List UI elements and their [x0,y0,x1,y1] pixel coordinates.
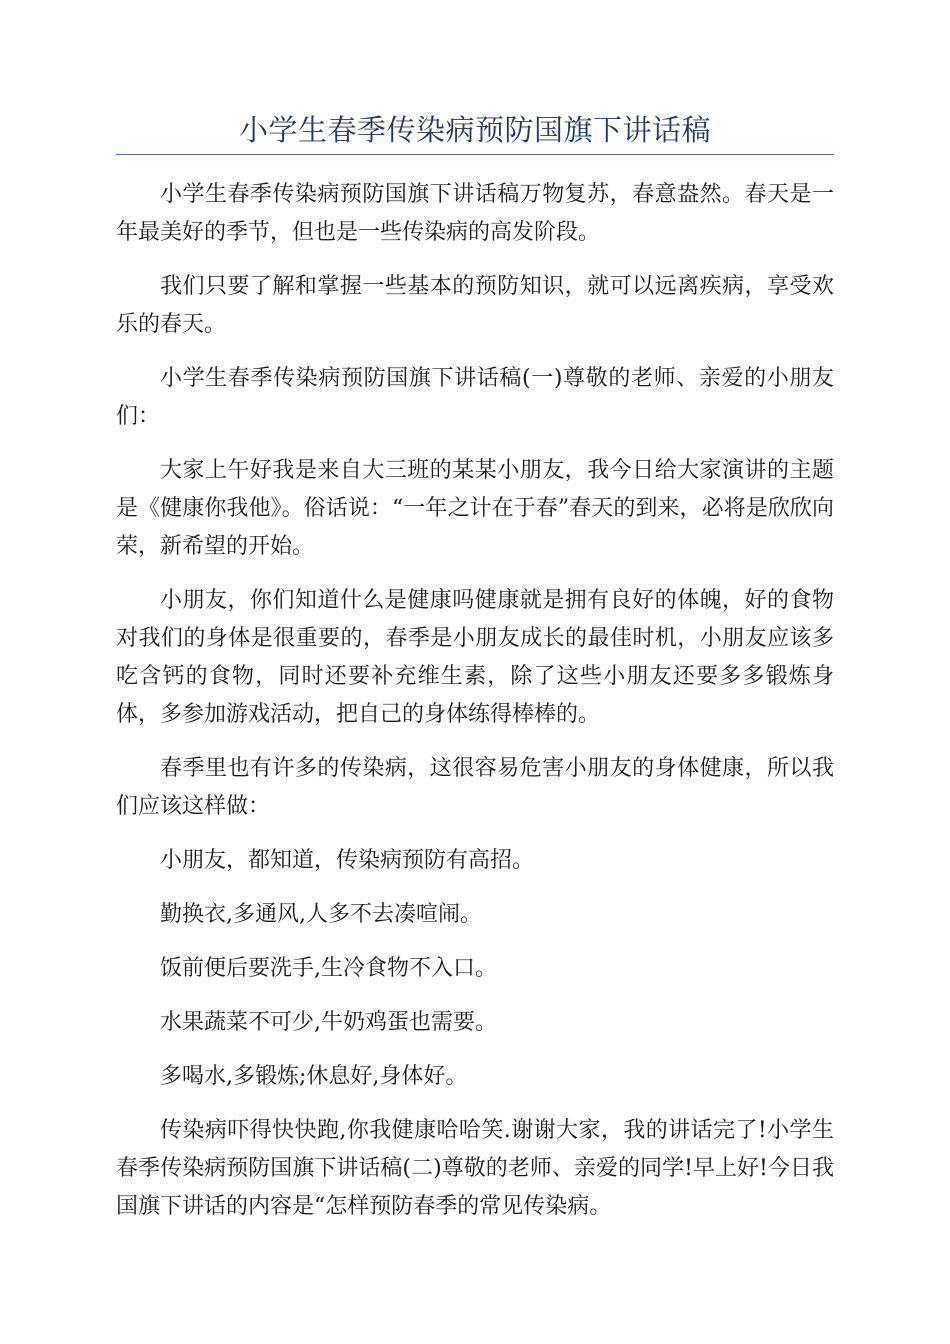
paragraph: 大家上午好我是来自大三班的某某小朋友，我今日给大家演讲的主题是《健康你我他》。俗话说：“一年之计在于春”春天的到来，必将是欣欣向荣，新希望的开始。 [116,458,834,559]
paragraph: 水果蔬菜不可少,牛奶鸡蛋也需要。 [160,1010,497,1035]
paragraph: 多喝水,多锻炼;休息好,身体好。 [160,1064,468,1089]
paragraph: 小朋友，都知道，传染病预防有高招。 [160,848,535,873]
document-title: 小学生春季传染病预防国旗下讲话稿 [238,113,711,147]
paragraph: 传染病吓得快快跑,你我健康哈哈笑.谢谢大家，我的讲话完了!小学生春季传染病预防国旗下讲话稿(二)尊敬的老师、亲爱的同学!早上好!今日我国旗下讲话的内容是“怎样预防春季的常见传染病。 [116,1118,834,1219]
paragraph: 小学生春季传染病预防国旗下讲话稿(一)尊敬的老师、亲爱的小朋友们： [116,366,834,429]
paragraph: 勤换衣,多通风,人多不去凑喧闹。 [160,902,482,927]
paragraph: 小学生春季传染病预防国旗下讲话稿万物复苏，春意盎然。春天是一年最美好的季节，但也是一些传染病的高发阶段。 [116,182,834,245]
paragraph: 春季里也有许多的传染病，这很容易危害小朋友的身体健康，所以我们应该这样做： [116,756,834,819]
paragraph: 我们只要了解和掌握一些基本的预防知识，就可以远离疾病，享受欢乐的春天。 [116,274,834,337]
document-body [116,176,834,1242]
paragraph: 小朋友，你们知道什么是健康吗健康就是拥有良好的体魄，好的食物对我们的身体是很重要的，春季是小朋友成长的最佳时机，小朋友应该多吃含钙的食物，同时还要补充维生素，除了这些小朋友还要多多锻炼身体，多参加游戏活动，把自己的身体练得棒棒的。 [116,588,834,727]
paragraph: 饭前便后要洗手,生冷食物不入口。 [160,956,497,981]
title-underline [116,154,834,155]
